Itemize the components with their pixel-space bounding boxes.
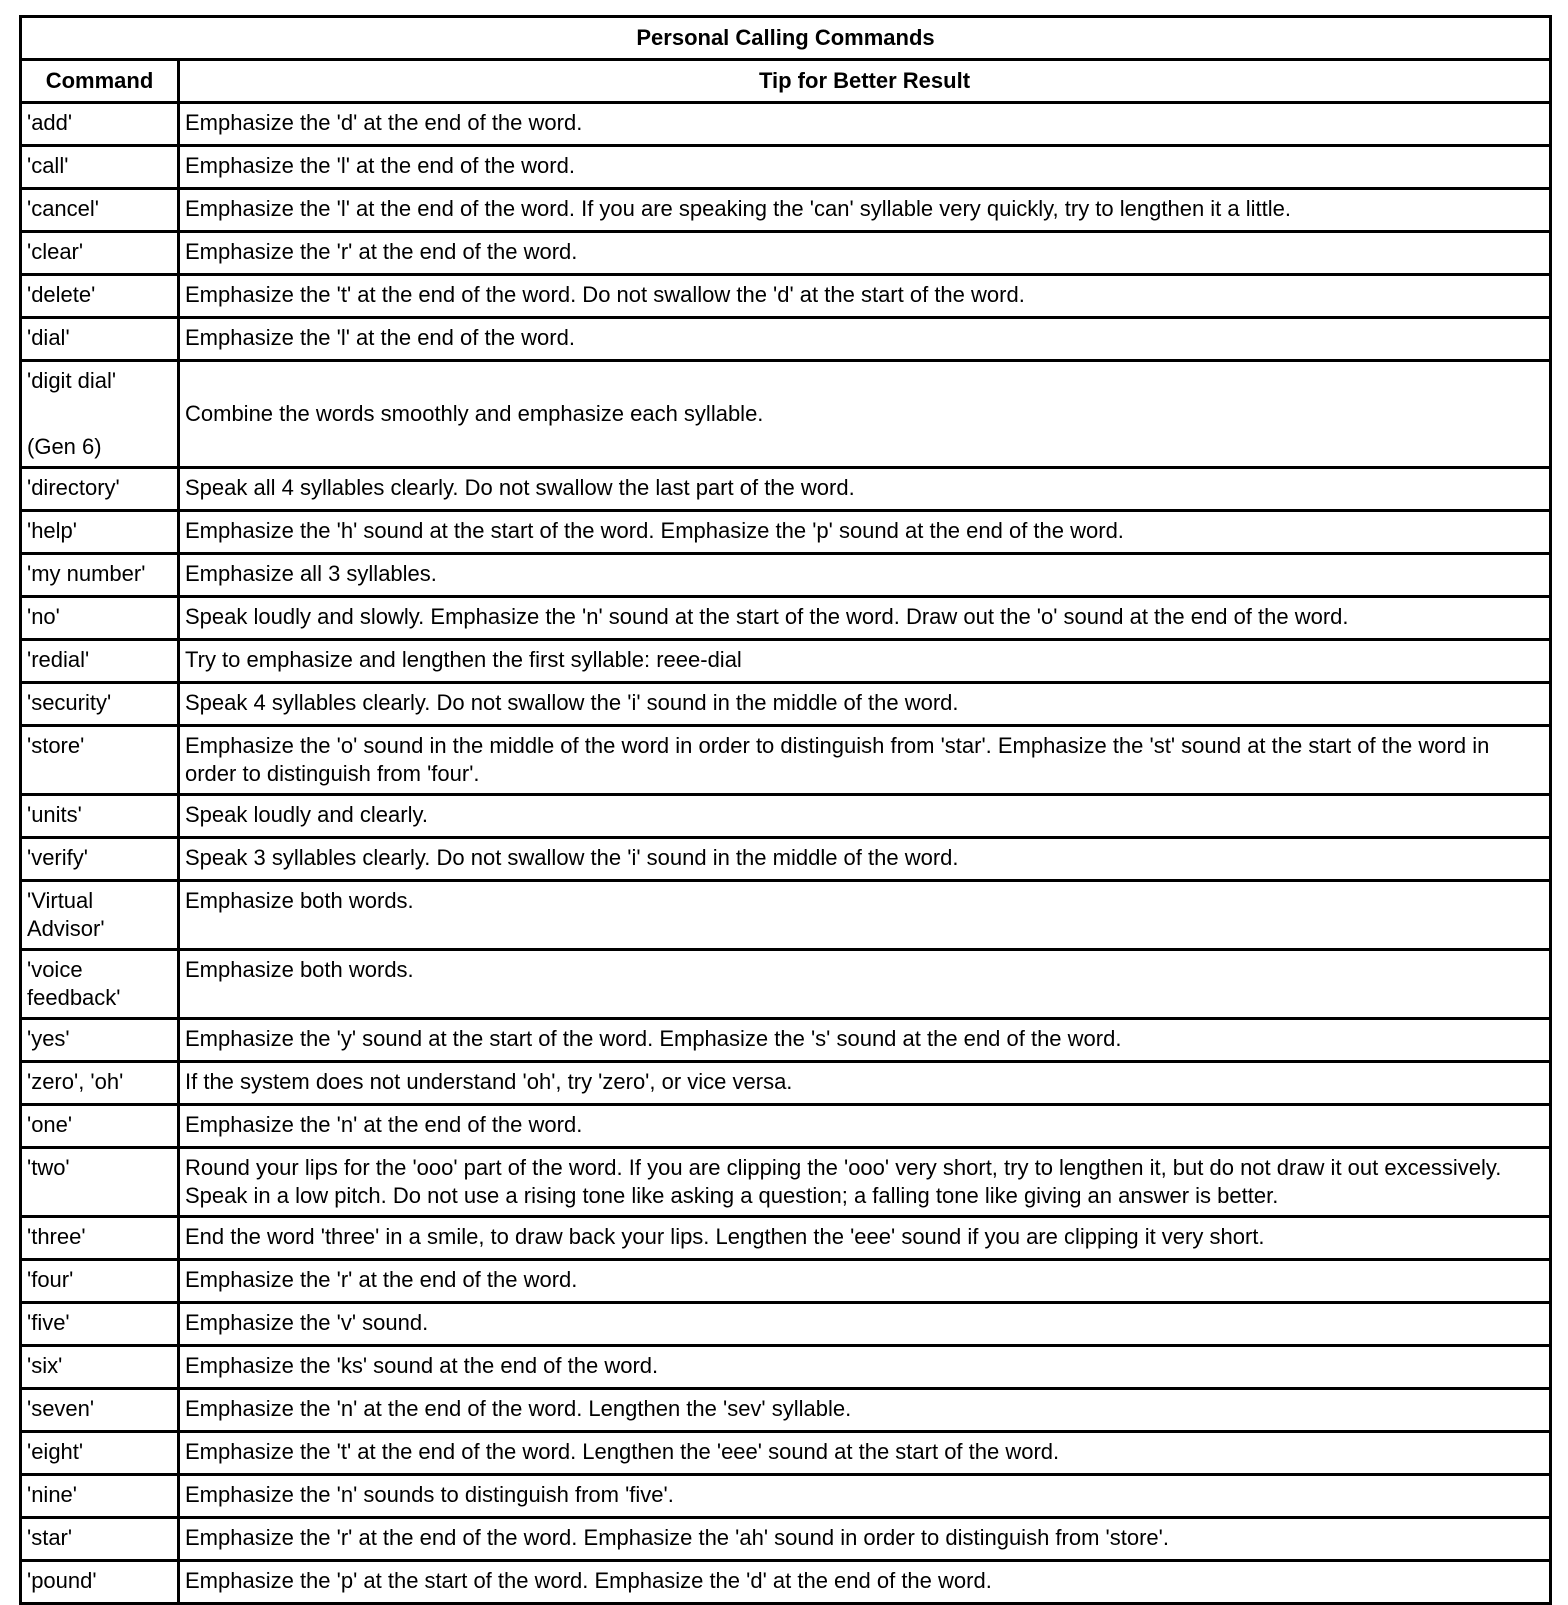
tip-cell: Emphasize the 'l' at the end of the word. If you are speaking the 'can' syllable very quickly, try to lengthen it a little. — [179, 189, 1551, 232]
table-row — [21, 1518, 1551, 1561]
command-cell: 'two' — [21, 1148, 179, 1217]
table-row — [21, 1346, 1551, 1389]
table-row — [21, 950, 1551, 1019]
table-row — [21, 146, 1551, 189]
table-row — [21, 1561, 1551, 1604]
table-row — [21, 1260, 1551, 1303]
command-cell: 'cancel' — [21, 189, 179, 232]
command-cell: 'redial' — [21, 640, 179, 683]
tip-cell: Emphasize the 'r' at the end of the word. — [179, 232, 1551, 275]
command-cell: 'my number' — [21, 554, 179, 597]
tip-cell: Emphasize the 'd' at the end of the word. — [179, 103, 1551, 146]
tip-cell: End the word 'three' in a smile, to draw back your lips. Lengthen the 'eee' sound if you are clipping it very short. — [179, 1217, 1551, 1260]
command-cell: 'yes' — [21, 1019, 179, 1062]
tip-cell: Speak all 4 syllables clearly. Do not swallow the last part of the word. — [179, 468, 1551, 511]
table-row — [21, 189, 1551, 232]
table-row — [21, 726, 1551, 795]
command-cell: 'no' — [21, 597, 179, 640]
command-cell: 'zero', 'oh' — [21, 1062, 179, 1105]
tip-cell: Emphasize both words. — [179, 950, 1551, 1019]
table-row — [21, 795, 1551, 838]
command-cell: 'three' — [21, 1217, 179, 1260]
table-row — [21, 1303, 1551, 1346]
command-cell: 'eight' — [21, 1432, 179, 1475]
command-cell: 'star' — [21, 1518, 179, 1561]
table-row — [21, 318, 1551, 361]
tip-cell: Emphasize the 'r' at the end of the word. Emphasize the 'ah' sound in order to distinguish from 'store'. — [179, 1518, 1551, 1561]
command-cell: 'seven' — [21, 1389, 179, 1432]
command-cell: 'voice feedback' — [21, 950, 179, 1019]
command-cell: 'pound' — [21, 1561, 179, 1604]
command-cell: 'five' — [21, 1303, 179, 1346]
table-row — [21, 275, 1551, 318]
column-header-tip: Tip for Better Result — [179, 60, 1551, 103]
table-row — [21, 640, 1551, 683]
tip-cell: Emphasize the 'o' sound in the middle of the word in order to distinguish from 'star'. Emphasize the 'st' sound at the start of the word in order to distinguish from 'four'. — [179, 726, 1551, 795]
table-row — [21, 361, 1551, 468]
tip-cell: Speak loudly and slowly. Emphasize the 'n' sound at the start of the word. Draw out the 'o' sound at the end of the word. — [179, 597, 1551, 640]
table-row — [21, 1389, 1551, 1432]
command-text: 'digit dial' — [27, 368, 117, 393]
table-row — [21, 1148, 1551, 1217]
tip-cell: Try to emphasize and lengthen the first syllable: reee-dial — [179, 640, 1551, 683]
command-cell: 'one' — [21, 1105, 179, 1148]
command-cell: 'directory' — [21, 468, 179, 511]
command-cell: 'verify' — [21, 838, 179, 881]
command-cell — [21, 361, 179, 468]
command-cell: 'store' — [21, 726, 179, 795]
table-row — [21, 1019, 1551, 1062]
command-note: (Gen 6) — [27, 434, 102, 459]
calling-commands-table — [19, 15, 1552, 1605]
table-row — [21, 1062, 1551, 1105]
command-cell: 'six' — [21, 1346, 179, 1389]
tip-cell: Emphasize the 'y' sound at the start of the word. Emphasize the 's' sound at the end of the word. — [179, 1019, 1551, 1062]
column-header-command: Command — [21, 60, 179, 103]
tip-cell: Emphasize the 'v' sound. — [179, 1303, 1551, 1346]
table-row — [21, 554, 1551, 597]
command-cell: 'nine' — [21, 1475, 179, 1518]
tip-cell: If the system does not understand 'oh', try 'zero', or vice versa. — [179, 1062, 1551, 1105]
command-cell: 'four' — [21, 1260, 179, 1303]
table-title: Personal Calling Commands — [21, 17, 1551, 60]
tip-cell: Emphasize both words. — [179, 881, 1551, 950]
tip-cell: Emphasize the 'n' at the end of the word. Lengthen the 'sev' syllable. — [179, 1389, 1551, 1432]
tip-cell: Speak 4 syllables clearly. Do not swallow the 'i' sound in the middle of the word. — [179, 683, 1551, 726]
command-cell: 'Virtual Advisor' — [21, 881, 179, 950]
command-cell: 'add' — [21, 103, 179, 146]
tip-cell: Emphasize the 'h' sound at the start of the word. Emphasize the 'p' sound at the end of the word. — [179, 511, 1551, 554]
tip-cell: Speak 3 syllables clearly. Do not swallow the 'i' sound in the middle of the word. — [179, 838, 1551, 881]
table-row — [21, 597, 1551, 640]
table-row — [21, 1432, 1551, 1475]
tip-cell: Combine the words smoothly and emphasize each syllable. — [179, 361, 1551, 468]
table-row — [21, 232, 1551, 275]
command-cell: 'dial' — [21, 318, 179, 361]
command-cell: 'clear' — [21, 232, 179, 275]
tip-cell: Emphasize the 'ks' sound at the end of the word. — [179, 1346, 1551, 1389]
table-row — [21, 1217, 1551, 1260]
tip-cell: Emphasize the 'n' sounds to distinguish from 'five'. — [179, 1475, 1551, 1518]
command-cell: 'units' — [21, 795, 179, 838]
tip-cell: Emphasize the 't' at the end of the word. Do not swallow the 'd' at the start of the word. — [179, 275, 1551, 318]
tip-cell: Emphasize the 'n' at the end of the word. — [179, 1105, 1551, 1148]
table-row — [21, 881, 1551, 950]
tip-cell: Speak loudly and clearly. — [179, 795, 1551, 838]
document-page — [19, 15, 1549, 1605]
table-row — [21, 1105, 1551, 1148]
table-row — [21, 468, 1551, 511]
table-title-row — [21, 17, 1551, 60]
tip-cell: Emphasize the 'r' at the end of the word. — [179, 1260, 1551, 1303]
table-row — [21, 103, 1551, 146]
tip-cell: Round your lips for the 'ooo' part of the word. If you are clipping the 'ooo' very short, try to lengthen it, but do not draw it out excessively. Speak in a low pitch. Do not use a rising tone like asking a question; a falling tone like giving an answer is better. — [179, 1148, 1551, 1217]
command-cell: 'call' — [21, 146, 179, 189]
table-row — [21, 838, 1551, 881]
tip-cell: Emphasize all 3 syllables. — [179, 554, 1551, 597]
table-row — [21, 511, 1551, 554]
table-header-row — [21, 60, 1551, 103]
table-row — [21, 1475, 1551, 1518]
tip-cell: Emphasize the 'l' at the end of the word. — [179, 146, 1551, 189]
command-cell: 'delete' — [21, 275, 179, 318]
tip-cell: Emphasize the 'p' at the start of the word. Emphasize the 'd' at the end of the word. — [179, 1561, 1551, 1604]
table-row — [21, 683, 1551, 726]
tip-cell: Emphasize the 'l' at the end of the word. — [179, 318, 1551, 361]
command-cell: 'help' — [21, 511, 179, 554]
tip-cell: Emphasize the 't' at the end of the word. Lengthen the 'eee' sound at the start of the word. — [179, 1432, 1551, 1475]
command-cell: 'security' — [21, 683, 179, 726]
